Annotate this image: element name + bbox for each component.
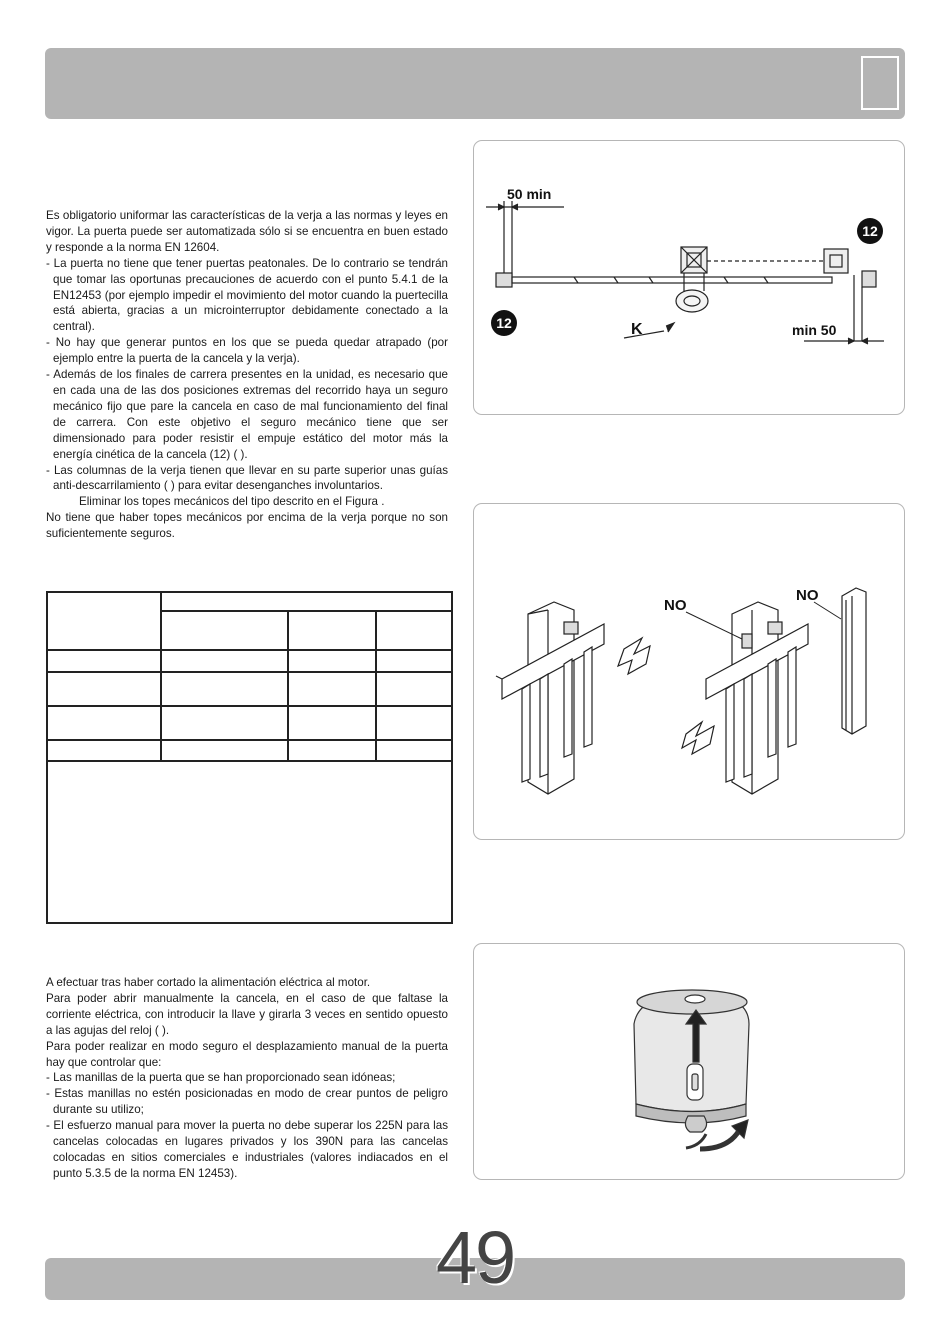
paragraph: Es obligatorio uniformar las características de la verja a las normas y leyes en vigor. La puerta puede ser automatizada sólo si se encuentra en buen estado y responde a la norma EN 12604. [46,209,448,254]
paragraph: - Las columnas de la verja tienen que llevar en su parte superior unas guías anti-descarrilamiento ( ) para evitar desenganches involuntarios. [46,463,448,493]
page-number: 49 [435,1216,515,1299]
header-corner-box [861,56,899,110]
paragraph: Para poder abrir manualmente la cancela, en el caso de que faltase la corriente eléctrica, con introducir la llave y girarla 3 veces en sentido opuesto a las agujas del reloj ( ). [46,991,448,1037]
motor-release-drawing [474,944,904,1179]
no-label-2: NO [796,587,819,604]
gate-stops-drawing [474,141,904,414]
guides-drawing [474,504,904,839]
k-label: K [631,321,643,338]
no-label-1: NO [664,597,687,614]
paragraph: Eliminar los topes mecánicos del tipo descrito en el Figura . [79,495,385,509]
gate-requirements-text [46,208,448,542]
figure-anti-derail-guides [473,503,905,840]
paragraph: - Estas manillas no estén posicionadas en modo de crear puntos de peligro durante su utilizo; [46,1087,448,1117]
paragraph: - La puerta no tiene que tener puertas peatonales. De lo contrario se tendrán que tomar las oportunas precauciones de acuerdo con el punto 5.4.1 de la EN12453 (por ejemplo impedir el movimiento del motor cuando la puertecilla está abierta, gracias a un microinterruptor debidamente conectado a la central). [46,256,448,334]
figure-gate-stops [473,140,905,415]
stop-12-label-left: 12 [496,315,512,331]
dim-right-label: min 50 [792,322,837,338]
stop-12-label-right: 12 [862,223,878,239]
spec-table [46,591,453,924]
paragraph: - Además de los finales de carrera presentes en la unidad, es necesario que en cada una de las dos posiciones extremas del recorrido haya un seguro mecánico fijo que pare la cancela en caso de mal funcionamiento del final de carrera. Con este objetivo el seguro mecánico tiene que ser dimensionado para poder resistir el empuje estático del motor más la energía cinética de la cancela (12) ( ). [46,368,448,461]
manual-release-text [46,975,448,1182]
paragraph: - Las manillas de la puerta que se han proporcionado sean idóneas; [46,1071,396,1085]
paragraph: - El esfuerzo manual para mover la puerta no debe superar los 225N para las cancelas colocadas en lugares privados y los 390N para las cancelas colocadas en sitios comerciales e industriales (valores indiacados en el punto 5.3.5 de la norma EN 12453). [46,1119,448,1180]
header-bar [45,48,905,119]
paragraph: Para poder realizar en modo seguro el desplazamiento manual de la puerta hay que controlar que: [46,1039,448,1069]
paragraph: A efectuar tras haber cortado la alimentación eléctrica al motor. [46,976,371,989]
dim-top-label: 50 min [507,186,552,202]
paragraph: No tiene que haber topes mecánicos por encima de la verja porque no son suficientemente seguros. [46,511,448,541]
figure-manual-release [473,943,905,1180]
paragraph: - No hay que generar puntos en los que se pueda quedar atrapado (por ejemplo entre la puerta de la cancela y la verja). [46,336,448,366]
